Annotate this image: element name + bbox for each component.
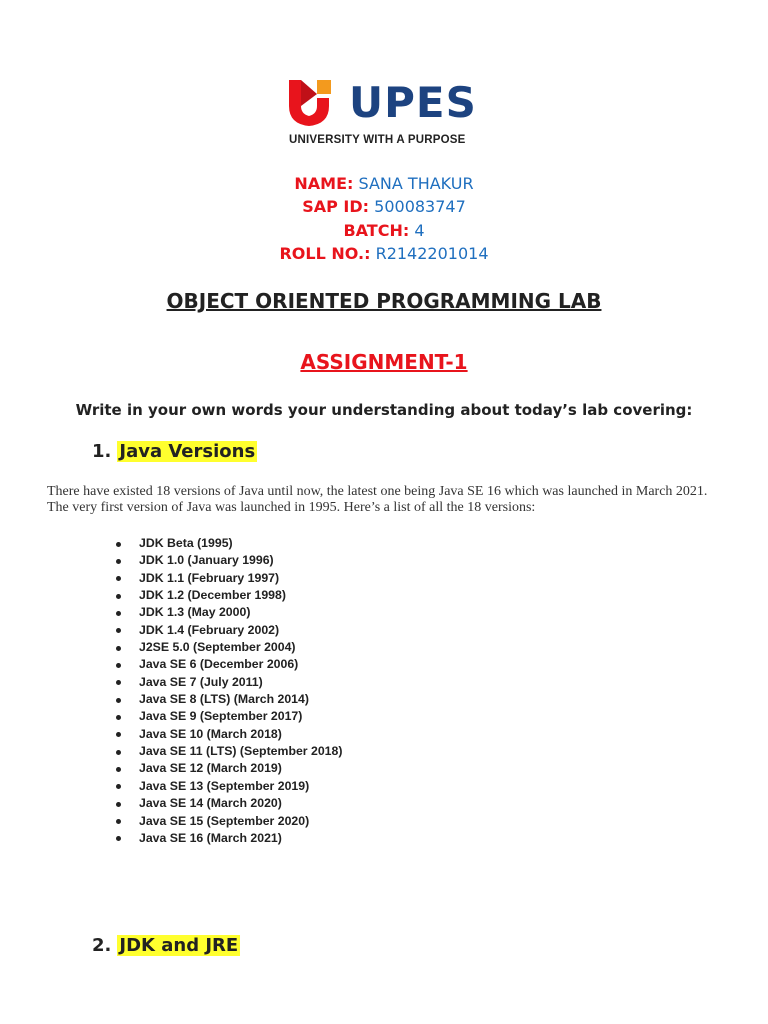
list-item <box>113 570 342 587</box>
version-text: Java SE 11 (LTS) (September 2018) <box>139 744 343 759</box>
list-item <box>113 639 342 656</box>
version-text: Java SE 12 (March 2019) <box>139 761 282 776</box>
list-item <box>113 656 342 673</box>
bullet-icon <box>116 750 121 755</box>
bullet-icon <box>116 646 121 651</box>
version-text: JDK Beta (1995) <box>139 536 233 550</box>
list-item <box>113 587 342 604</box>
version-text: Java SE 16 (March 2021) <box>139 830 282 845</box>
list-item <box>113 622 342 639</box>
version-text: Java SE 10 (March 2018) <box>139 726 282 741</box>
version-text: Java SE 15 (September 2020) <box>139 813 310 828</box>
name-label: NAME: <box>294 174 354 193</box>
version-text: Java SE 8 (LTS) (March 2014) <box>139 692 309 707</box>
bullet-icon <box>116 767 121 772</box>
sap-label: SAP ID: <box>302 197 370 217</box>
list-item <box>113 813 342 830</box>
version-text: JDK 1.0 (January 1996) <box>139 553 274 568</box>
bullet-icon <box>116 819 121 824</box>
list-item <box>113 691 342 708</box>
section-title: Java Versions <box>119 441 256 462</box>
roll-label: ROLL NO.: <box>279 243 371 263</box>
bullet-icon <box>116 784 121 789</box>
section-heading-java-versions <box>92 441 257 462</box>
name-line <box>0 172 768 195</box>
version-text: Java SE 6 (December 2006) <box>139 657 299 672</box>
logo-tagline: UNIVERSITY WITH A PURPOSE <box>289 134 466 146</box>
bullet-icon <box>116 663 121 668</box>
bullet-icon <box>116 559 121 564</box>
assignment-title: ASSIGNMENT-1 <box>300 350 468 374</box>
bullet-icon <box>116 836 121 841</box>
batch-value: 4 <box>414 220 425 240</box>
intro-paragraph: There have existed 18 versions of Java until now, the latest one being Java SE 16 which was launched in March 2021. The very first version of Java was launched in 1995. Here’s a list of all the 18 versions: <box>47 484 708 515</box>
version-text: Java SE 9 (September 2017) <box>139 709 303 724</box>
list-item <box>113 778 342 795</box>
bullet-icon <box>116 611 121 616</box>
bullet-icon <box>116 628 121 633</box>
section-title: JDK and JRE <box>119 935 239 956</box>
version-text: JDK 1.2 (December 1998) <box>139 588 286 603</box>
version-text: Java SE 7 (July 2011) <box>139 674 263 689</box>
logo-wordmark: UPES <box>349 78 477 127</box>
list-item <box>113 604 342 621</box>
batch-label: BATCH: <box>343 220 410 240</box>
version-text: JDK 1.4 (February 2002) <box>139 622 280 637</box>
course-title: OBJECT ORIENTED PROGRAMMING LAB <box>166 289 602 313</box>
bullet-icon <box>116 715 121 720</box>
list-item <box>113 674 342 691</box>
sap-line <box>0 195 768 218</box>
bullet-icon <box>116 698 121 703</box>
list-item <box>113 726 342 743</box>
list-item <box>113 552 342 569</box>
version-text: Java SE 14 (March 2020) <box>139 796 282 811</box>
student-info <box>0 172 768 265</box>
batch-line <box>0 219 768 242</box>
roll-line <box>0 242 768 265</box>
list-item <box>113 708 342 725</box>
name-value: SANA THAKUR <box>358 174 474 193</box>
list-item <box>113 760 342 777</box>
upes-logo <box>287 76 487 150</box>
bullet-icon <box>116 680 121 685</box>
version-text: J2SE 5.0 (September 2004) <box>139 640 296 655</box>
upes-logo-mark-icon <box>287 76 343 128</box>
version-text: JDK 1.3 (May 2000) <box>139 605 251 620</box>
version-text: Java SE 13 (September 2019) <box>139 778 310 793</box>
list-item <box>113 830 342 847</box>
bullet-icon <box>116 542 121 547</box>
sap-value: 500083747 <box>374 197 466 217</box>
list-item <box>113 795 342 812</box>
roll-value: R2142201014 <box>375 243 489 263</box>
section-number: 2. <box>92 935 112 956</box>
bullet-icon <box>116 594 121 599</box>
assignment-prompt: Write in your own words your understanding about today’s lab covering: <box>75 401 693 419</box>
version-text: JDK 1.1 (February 1997) <box>139 570 280 585</box>
section-heading-jdk-jre <box>92 935 240 956</box>
bullet-icon <box>116 732 121 737</box>
bullet-icon <box>116 802 121 807</box>
list-item <box>113 743 342 760</box>
version-list <box>113 535 342 847</box>
list-item <box>113 535 342 552</box>
section-number: 1. <box>92 441 112 462</box>
bullet-icon <box>116 576 121 581</box>
